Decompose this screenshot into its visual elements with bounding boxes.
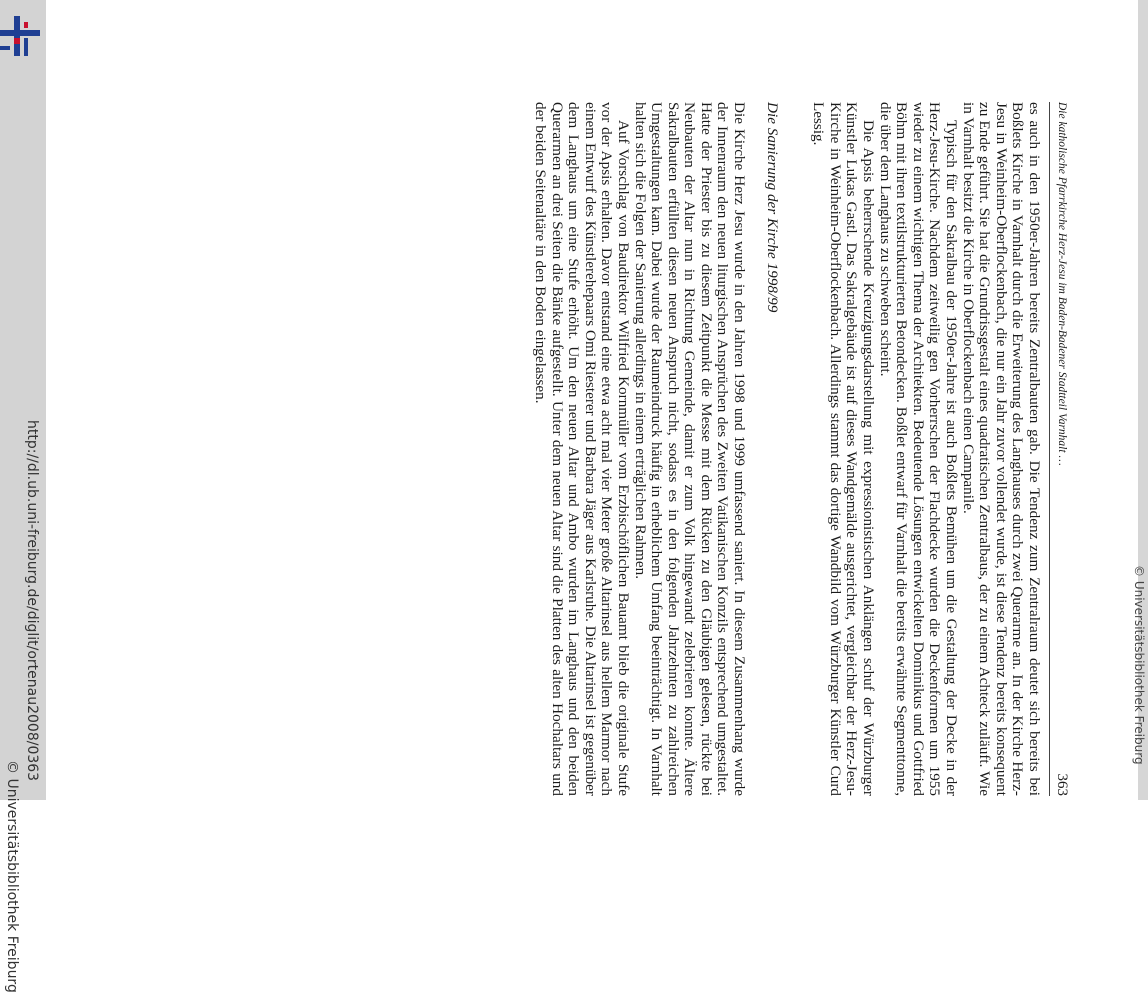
page-body [531,102,1042,796]
footer-url-link[interactable]: http://dl.ub.uni-freiburg.de/diglit/ortenau2008/0363 [24,420,40,782]
scanned-page [146,102,1070,796]
running-head: Die katholische Pfarrkirche Herz-Jesu im Baden-Badener Stadtteil Varnhalt … [1056,102,1068,466]
right-edge-copyright: © Universitätsbibliothek Freiburg [1132,565,1146,765]
page-header [1049,102,1070,796]
section-heading: Die Sanierung der Kirche 1998/99 [763,102,781,313]
page-number: 363 [1054,773,1070,796]
paragraph: es auch in den 1950er-Jahren bereits Zentralbauten gab. Die Tendenz zum Zentralraum deutet sich bereits bei Boßlets Kirche in Varnhalt durch die Erweiterung des Langhauses durch zwei Querarme an. In der Kirche Herz-Jesu in Weinheim-Oberflockenbach, die nur ein Jahr zuvor vollendet wurde, ist diese Tendenz bereits konsequent zu Ende geführt. Sie hat die Grundrissgestalt eines quadratischen Zentralbaus, der zu einem Achteck zuläuft. Wie in Varnhalt besitzt die Kirche in Oberflockenbach einen Campanile. [959,102,1043,796]
paragraph: Typisch für den Sakralbau der 1950er-Jahre ist auch Boßlets Bemühen um die Gestaltung der Decke in der Herz-Jesu-Kirche. Nachdem zeitweilig gen Vorherrschen der Flachdecke wurden die Deckenformen um 1955 wieder zu einem wichtigen Thema der Architekten. Bedeutende Lösungen entwickelten Dominikus und Gottfried Böhm mit ihren textilstrukturierten Betondecken. Boßlet entwarf für Varnhalt die bereits erwähnte Segmenttonne, die über dem Langhaus zu schweben scheint. [876,102,961,796]
paragraph: Auf Vorschlag von Baudirektor Wilfried Kornmüller vom Erzbischöflichen Bauamt blieb die originale Stufe vor der Apsis erhalten. Davor entstand eine etwa acht mal vier Meter große Altarinsel aus hellem Marmor nach einem Entwurf des Künstlerehepaars Omi Riesterer und Barbara Jäger aus Karlsruhe. Die Altarinsel ist gegenüber dem Langhaus um eine Stufe erhöht. Um den neuen Altar und Ambo wurden im Langhaus und den beiden Querarmen an drei Seiten die Bänke aufgestellt. Unter dem neuen Altar sind die Platten des alten Hochaltars und der beiden Seitenaltäre in den Boden eingelassen. [531,102,632,796]
footer-copyright: © Universitätsbibliothek Freiburg [4,760,20,993]
paragraph: Die Apsis beherrschende Kreuzigungsdarstellung mit expressionistischen Anklängen schuf der Würzburger Künstler Lukas Gastl. Das Sakralgebäude ist auf dieses Wandgemälde ausgerichtet, vergleichbar der Herz-Jesu-Kirche in Weinheim-Oberflockenbach. Allerdings stammt das dortige Wandbild vom Würzburger Künstler Curd Lessig. [810,102,878,796]
paragraph: Die Kirche Herz Jesu wurde in den Jahren 1998 und 1999 umfassend saniert. In diesem Zusammenhang wurde der Innenraum den neuen liturgischen Ansprüchen des Zweiten Vatikanischen Konzils entsprechend umgestaltet. Hatte der Priester bis zu diesem Zeitpunkt die Messe mit dem Rücken zu den Gläubigen gelesen, rückte bei Neubauten der Altar nun in Richtung Gemeinde, damit er zum Volk hingewandt zelebrieren konnte. Ältere Sakralbauten erfüllten diesen neuen Anspruch nicht, sodass es in den folgenden Jahrzehnten zu zahlreichen Umgestaltungen kam. Dabei wurde der Raumeindruck häufig in erheblichem Umfang beeinträchtigt. In Varnhalt halten sich die Folgen der Sanierung allerdings in einem erträglichen Rahmen. [631,102,749,796]
viewer-footer [0,0,46,993]
